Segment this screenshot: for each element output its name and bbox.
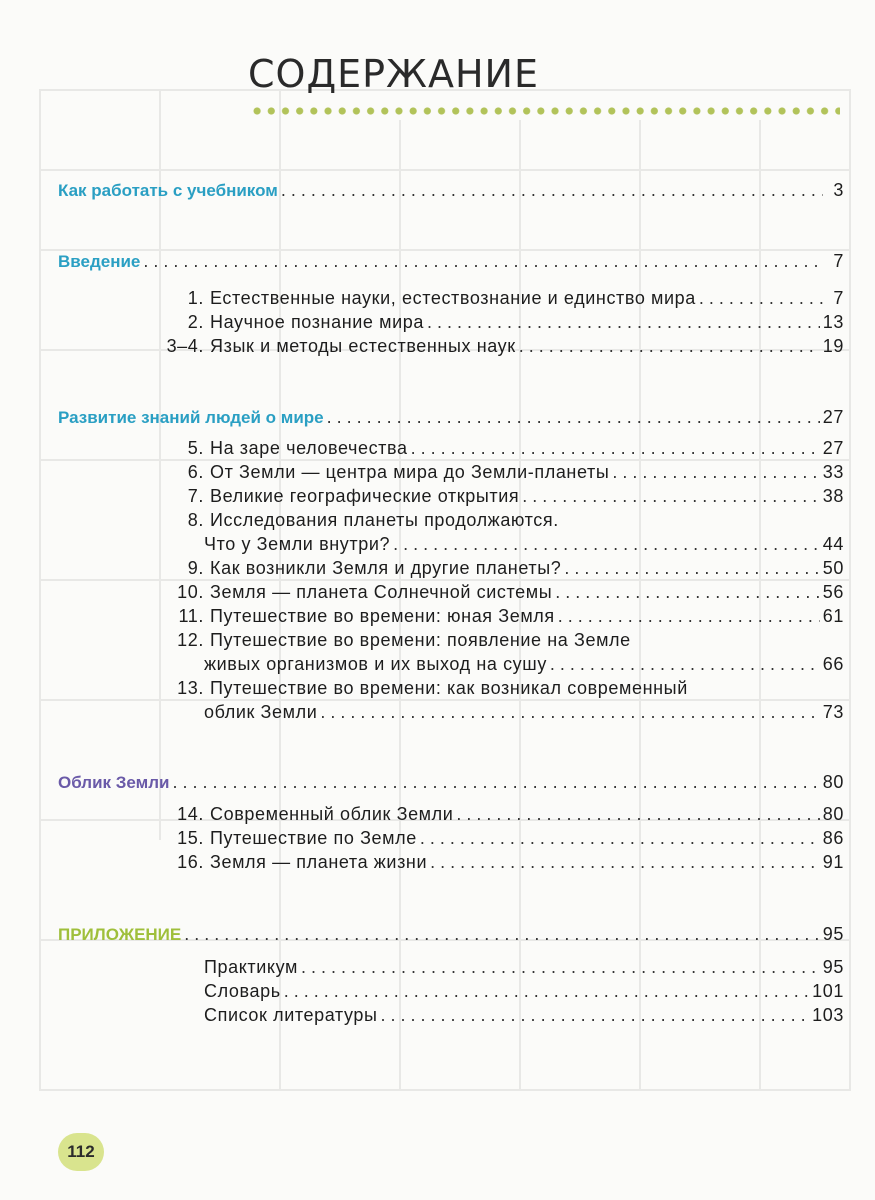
item-title: От Земли — центра мира до Земли-планеты bbox=[210, 462, 610, 482]
toc-section-earth[interactable] bbox=[58, 770, 844, 794]
item-number: 9. bbox=[187, 558, 204, 578]
toc-item-11[interactable] bbox=[160, 604, 844, 628]
item-title: Исследования планеты продолжаются. bbox=[210, 510, 559, 530]
page-ref: 80 bbox=[822, 772, 844, 792]
toc-item-5[interactable] bbox=[160, 436, 844, 460]
dotted-divider bbox=[250, 104, 840, 118]
item-number: 3–4. bbox=[166, 336, 204, 356]
page-ref: 7 bbox=[833, 288, 844, 308]
toc-section-how-to[interactable] bbox=[58, 178, 844, 202]
item-number: 8. bbox=[187, 510, 204, 530]
dot-leader bbox=[381, 1003, 810, 1027]
page-ref: 19 bbox=[822, 336, 844, 356]
item-number: 10. bbox=[177, 582, 204, 602]
dot-leader bbox=[456, 802, 819, 826]
page-ref: 73 bbox=[822, 702, 844, 722]
item-number: 12. bbox=[177, 630, 204, 650]
page-ref: 27 bbox=[822, 407, 844, 427]
item-title: Словарь bbox=[204, 981, 281, 1001]
section-title: Развитие знаний людей о мире bbox=[58, 408, 324, 427]
dot-leader bbox=[184, 922, 820, 946]
dot-leader bbox=[558, 604, 820, 628]
page-ref: 95 bbox=[822, 924, 844, 944]
item-title: На заре человечества bbox=[210, 438, 408, 458]
item-title: Как возникли Земля и другие планеты? bbox=[210, 558, 562, 578]
dot-leader bbox=[430, 850, 820, 874]
page-ref: 33 bbox=[822, 462, 844, 482]
section-title: Как работать с учебником bbox=[58, 181, 278, 200]
page-ref: 66 bbox=[822, 654, 844, 674]
page-ref: 95 bbox=[822, 957, 844, 977]
toc-item-2[interactable] bbox=[160, 310, 844, 334]
toc-item-6[interactable] bbox=[160, 460, 844, 484]
dot-leader bbox=[284, 979, 809, 1003]
item-title: Список литературы bbox=[204, 1005, 378, 1025]
page-ref: 101 bbox=[812, 981, 844, 1001]
item-title: Земля — планета Солнечной системы bbox=[210, 582, 553, 602]
item-title: Земля — планета жизни bbox=[210, 852, 428, 872]
page-ref: 13 bbox=[822, 312, 844, 332]
toc-item-7[interactable] bbox=[160, 484, 844, 508]
dot-leader bbox=[143, 249, 823, 273]
page-ref: 38 bbox=[822, 486, 844, 506]
item-title: Путешествие во времени: юная Земля bbox=[210, 606, 555, 626]
toc-appendix-practicum[interactable] bbox=[204, 955, 844, 979]
dot-leader bbox=[522, 484, 820, 508]
toc-appendix-glossary[interactable] bbox=[204, 979, 844, 1003]
dot-leader bbox=[427, 310, 820, 334]
toc-item-15[interactable] bbox=[160, 826, 844, 850]
page-ref: 56 bbox=[822, 582, 844, 602]
page-ref: 80 bbox=[822, 804, 844, 824]
dot-leader bbox=[550, 652, 820, 676]
page-ref: 44 bbox=[822, 534, 844, 554]
item-title-continued: облик Земли bbox=[204, 702, 318, 722]
item-title: Практикум bbox=[204, 957, 298, 977]
page-ref: 61 bbox=[822, 606, 844, 626]
dot-leader bbox=[411, 436, 820, 460]
page-ref: 7 bbox=[833, 251, 844, 271]
toc-item-9[interactable] bbox=[160, 556, 844, 580]
item-number: 15. bbox=[177, 828, 204, 848]
toc-item-8[interactable] bbox=[160, 508, 844, 532]
item-number: 14. bbox=[177, 804, 204, 824]
item-title: Научное познание мира bbox=[210, 312, 424, 332]
dot-leader bbox=[173, 770, 820, 794]
toc-item-12-cont[interactable] bbox=[204, 652, 844, 676]
dot-leader bbox=[393, 532, 820, 556]
toc-item-13-cont[interactable] bbox=[204, 700, 844, 724]
item-number: 5. bbox=[187, 438, 204, 458]
dot-leader bbox=[281, 178, 823, 202]
item-number: 13. bbox=[177, 678, 204, 698]
page-ref: 27 bbox=[822, 438, 844, 458]
toc-section-intro[interactable] bbox=[58, 249, 844, 273]
toc-item-16[interactable] bbox=[160, 850, 844, 874]
dot-leader bbox=[327, 405, 820, 429]
dot-leader bbox=[420, 826, 820, 850]
section-title: Введение bbox=[58, 252, 141, 271]
dot-leader bbox=[564, 556, 819, 580]
toc-item-3-4[interactable] bbox=[160, 334, 844, 358]
item-number: 2. bbox=[187, 312, 204, 332]
page-ref: 50 bbox=[822, 558, 844, 578]
dot-leader bbox=[699, 286, 823, 310]
item-title: Современный облик Земли bbox=[210, 804, 454, 824]
item-title: Великие географические открытия bbox=[210, 486, 520, 506]
dot-leader bbox=[612, 460, 819, 484]
page-title: СОДЕРЖАНИЕ bbox=[248, 52, 539, 96]
toc-section-appendix[interactable] bbox=[58, 922, 844, 946]
toc-item-10[interactable] bbox=[160, 580, 844, 604]
item-number: 7. bbox=[187, 486, 204, 506]
item-number: 11. bbox=[178, 606, 204, 626]
toc-item-13[interactable] bbox=[160, 676, 844, 700]
item-title: Язык и методы естественных наук bbox=[210, 336, 516, 356]
item-title-continued: живых организмов и их выход на сушу bbox=[204, 654, 547, 674]
page-ref: 91 bbox=[822, 852, 844, 872]
section-title: ПРИЛОЖЕНИЕ bbox=[58, 925, 182, 944]
toc-item-1[interactable] bbox=[160, 286, 844, 310]
page-ref: 103 bbox=[812, 1005, 844, 1025]
item-title: Путешествие по Земле bbox=[210, 828, 417, 848]
toc-appendix-references[interactable] bbox=[204, 1003, 844, 1027]
dot-leader bbox=[519, 334, 820, 358]
toc-item-8-cont[interactable] bbox=[204, 532, 844, 556]
item-number: 6. bbox=[187, 462, 204, 482]
page-number-badge: 112 bbox=[58, 1133, 104, 1171]
dot-leader bbox=[320, 700, 819, 724]
dot-leader bbox=[555, 580, 820, 604]
toc-item-12[interactable] bbox=[160, 628, 844, 652]
item-title-continued: Что у Земли внутри? bbox=[204, 534, 391, 554]
item-title: Естественные науки, естествознание и единство мира bbox=[210, 288, 696, 308]
toc-item-14[interactable] bbox=[160, 802, 844, 826]
item-number: 16. bbox=[177, 852, 204, 872]
page-ref: 86 bbox=[822, 828, 844, 848]
item-title: Путешествие во времени: как возникал современный bbox=[210, 678, 688, 698]
item-number: 1. bbox=[187, 288, 204, 308]
page-ref: 3 bbox=[833, 180, 844, 200]
dot-leader bbox=[301, 955, 820, 979]
section-title: Облик Земли bbox=[58, 773, 170, 792]
toc-section-development[interactable] bbox=[58, 405, 844, 429]
item-title: Путешествие во времени: появление на Земле bbox=[210, 630, 631, 650]
